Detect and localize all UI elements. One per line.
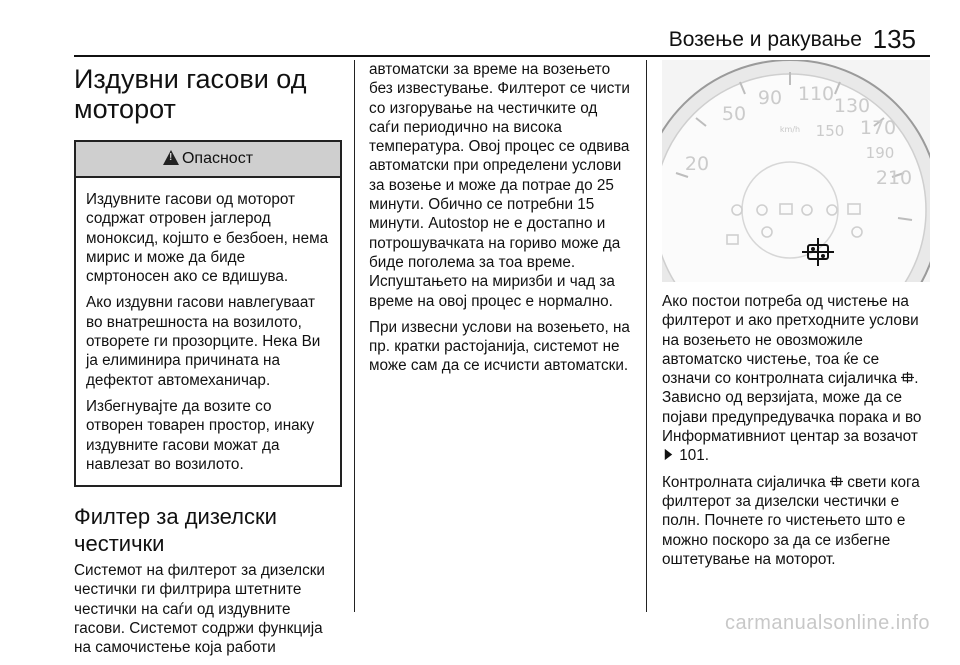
speed-label: 20 [684, 153, 710, 175]
dpf-warning-icon [830, 475, 843, 488]
column-divider [646, 60, 647, 612]
section-heading: Издувни гасови од моторот [74, 64, 307, 124]
speed-label: 90 [757, 87, 783, 109]
speed-unit: km/h [779, 125, 801, 134]
warning-triangle-icon [163, 150, 179, 165]
speed-label: 130 [833, 95, 871, 117]
danger-box-body [76, 178, 340, 485]
dpf-warning-icon [901, 371, 914, 384]
danger-paragraph: Избегнувајте да возите со отворен товарен простор, инаку издувните гасови можат да навлезат во возилото. [86, 397, 315, 473]
danger-title: Опасност [181, 150, 254, 167]
column-1 [74, 58, 342, 665]
page-reference[interactable]: 101. [679, 447, 710, 465]
column-2 [369, 60, 631, 383]
column-divider [354, 60, 355, 612]
danger-box-header [76, 142, 340, 178]
body-paragraph: При извесни услови на возењето, на пр. кратки растојанија, системот не може сам да се исчисти автоматски. [369, 318, 630, 375]
subsection-heading: Филтер за дизелски честички [74, 504, 277, 557]
danger-box [74, 140, 342, 487]
danger-paragraph: Ако издувни гасови навлегуваат во внатрешноста на возилото, отворете ги прозорците. Нека Ви ја елиминира причината на дефектот автомеханичар. [86, 294, 321, 389]
speed-label: 150 [815, 122, 845, 140]
danger-paragraph: Издувните гасови од моторот содржат отровен јаглерод моноксид, којшто е безбоен, нема мирис и може да биде смртоносен ако се вдишува. [86, 191, 329, 286]
speed-label: 50 [721, 103, 747, 125]
speed-label: 110 [797, 83, 835, 105]
body-paragraph: Системот на филтерот за дизелски честички ги филтрира штетните честички на саѓи од издувните гасови. Системот содржи функција на самочистење која работи [74, 562, 325, 657]
speed-label: 210 [875, 167, 913, 189]
page-header [0, 24, 960, 54]
page-ref-arrow-icon [662, 448, 675, 461]
watermark: carmanualsonline.info [724, 612, 930, 634]
page-number: 135 [872, 24, 916, 54]
running-title: Возење и ракување [668, 28, 862, 51]
column-3 [662, 60, 930, 576]
instrument-cluster-image [662, 60, 930, 282]
speed-label: 190 [865, 144, 895, 162]
speed-label: 170 [859, 117, 897, 139]
body-paragraph: Ако постои потреба од чистење на филтерот и ако претходните услови на возењето не овозможиле автоматско чистење, тоа ќе се означи со контролната сијаличка . Зависно од верзијата, може да се појави предупредувачка порака и во Информативниот центар за возачот 101. [662, 293, 922, 465]
body-paragraph: Контролната сијаличка свети кога филтерот за дизелски честички е полн. Почнете го чистењето што е можно поскоро за да се избегне оштетување на моторот. [662, 473, 920, 568]
body-paragraph: автоматски за време на возењето без известување. Филтерот се чисти со изгорување на честичките од саѓи периодично на висока температура. Овој процес се одвива автоматски при определени услови за возење и може да потрае до 25 минути. Обично се потребни 15 минути. Autostop не е достапно и потрошувачката на гориво може да биде поголема за тоа време. Испуштањето на миризби и чад за време на овој процес е нормално. [369, 61, 630, 310]
header-rule [74, 55, 930, 57]
